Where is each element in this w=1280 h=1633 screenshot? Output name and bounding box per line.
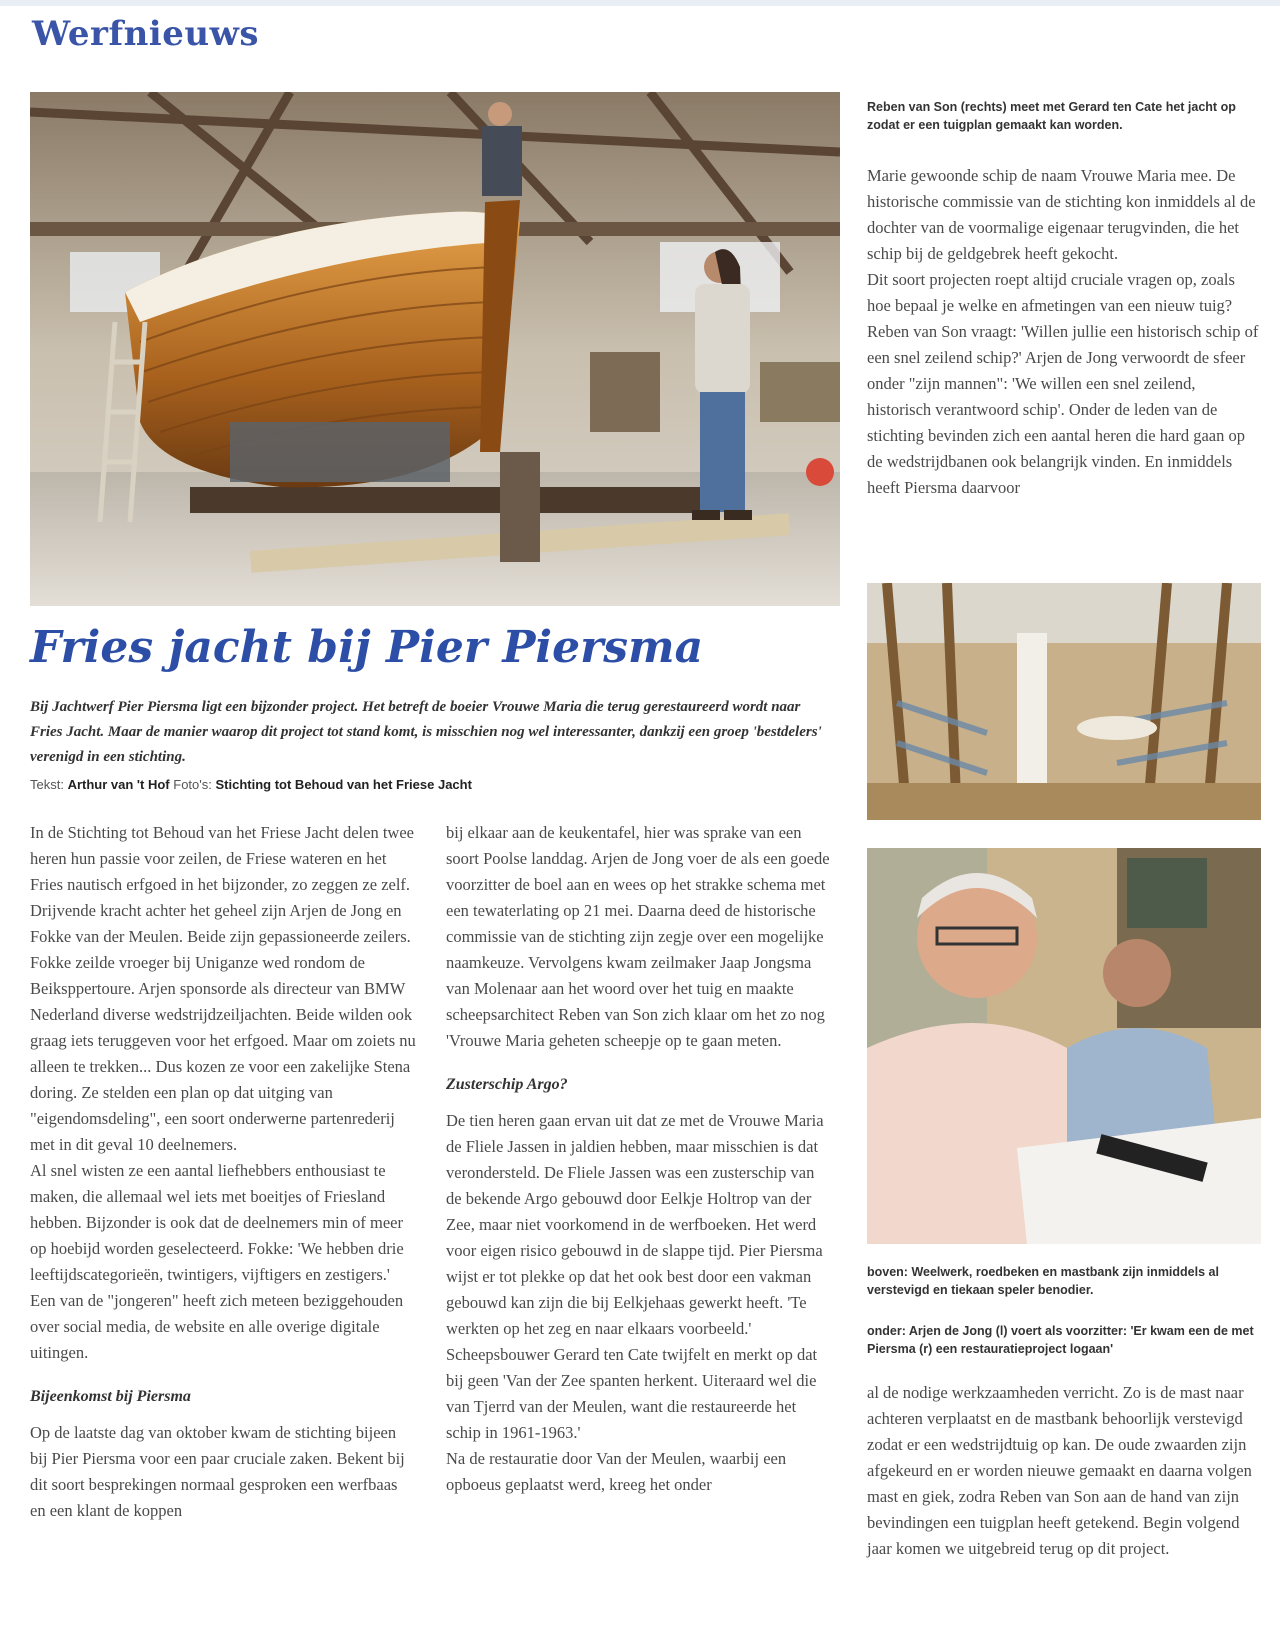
paragraph: Al snel wisten ze een aantal liefhebbers enthousiast te maken, die allemaal wel iets met boeitjes of Friesland hebben. Bijzonder is ook dat de deelnemers min of meer op hoebijd worden geselecteerd. Fokke: 'We hebben drie leeftijdscategorieën, twintigers, vijftigers en zestigers.' Een van de "jongeren" heeft zich meteen beziggehouden over social media, de website en alle overige digitale uitingen. <box>30 1161 404 1362</box>
section-title: Werfnieuws <box>32 14 259 54</box>
paragraph: Na de restauratie door Van der Meulen, waarbij een opboeus geplaatst werd, kreeg het onder <box>446 1449 787 1494</box>
subheading: Zusterschip Argo? <box>446 1076 568 1093</box>
caption-middle: boven: Weelwerk, roedbeken en mastbank zijn inmiddels al verstevigd en tiekaan speler benodier. <box>867 1265 1219 1297</box>
body-column-3-top <box>867 163 1259 501</box>
meeting-photo <box>867 848 1261 1244</box>
article-credits <box>30 777 830 792</box>
paragraph: al de nodige werkzaamheden verricht. Zo is de mast naar achteren verplaatst en de mastbank behoorlijk verstevigd zodat er een wedstrijdtuig op kan. De oude zwaarden zijn afgekeurd en er worden nieuwe gemaakt en daarna volgen mast en giek, zodra Reben van Son aan de hand van zijn bevindingen een tuigplan heeft getekend. Begin volgend jaar komen we uitgebreid terug op dit project. <box>867 1383 1252 1558</box>
paragraph: De tien heren gaan ervan uit dat ze met de Vrouwe Maria de Fliele Jassen in jaldien hebben, maar misschien is dat verondersteld. De Fliele Jassen was een zusterschip van de bekende Argo gebouwd door Eelkje Holtrop van der Zee, maar niet voorkomend in de werfboeken. Het werd voor eigen risico gebouwd in de slappe tijd. Pier Piersma wijst er tot plekke op dat het ook best door een vakman gebouwd kan zijn die bij Eelkjehaas gewerkt heeft. 'Te werkten op het zeg en naar elkaars voorbeeld.' Scheepsbouwer Gerard ten Cate twijfelt en merkt op dat bij geen 'Van der Zee spanten herkent. Uiteraard wel die van Tjerrd van der Meulen, want die restaureerde het schip in 1961-1963.' <box>446 1111 824 1442</box>
body-column-3-bottom <box>867 1380 1259 1562</box>
caption-top: Reben van Son (rechts) meet met Gerard ten Cate het jacht op zodat er een tuigplan gemaakt kan worden. <box>867 100 1236 132</box>
article-title: Fries jacht bij Pier Piersma <box>30 622 704 673</box>
article-intro: Bij Jachtwerf Pier Piersma ligt een bijzonder project. Het betreft de boeier Vrouwe Maria die terug gerestaureerd wordt naar Fries Jacht. Maar de manier waarop dit project tot stand komt, is misschien nog wel interessanter, dankzij een groep 'bestdelers' verenigd in een stichting. <box>30 699 822 765</box>
text-credit-label: Tekst: <box>30 777 64 792</box>
paragraph: bij elkaar aan de keukentafel, hier was sprake van een soort Poolse landdag. Arjen de Jong voer de als een goede voorzitter de boel aan en wees op het strakke schema met een tewaterlating op 21 mei. Daarna deed de historische commissie van de stichting zijn zegje over een mogelijke naamkeuze. Vervolgens kwam zeilmaker Jaap Jongsma van Molenaar aan het woord over het tuig en maakte scheepsarchitect Reben van Son zich klaar om het zo nog 'Vrouwe Maria geheten scheepje op te gaan meten. <box>446 823 830 1050</box>
photo-credit-author: Stichting tot Behoud van het Friese Jacht <box>215 777 472 792</box>
paragraph: Marie gewoonde schip de naam Vrouwe Maria mee. De historische commissie van de stichting kon inmiddels al de dochter van de voormalige eigenaar terugvinden, die het schip bij de geldgebrek heeft gekocht. <box>867 166 1256 263</box>
paragraph: Op de laatste dag van oktober kwam de stichting bijeen bij Pier Piersma voor een paar cruciale zaken. Bekent bij dit soort besprekingen normaal gesproken een werfbaas en een klant de koppen <box>30 1423 405 1520</box>
paragraph: In de Stichting tot Behoud van het Friese Jacht delen twee heren hun passie voor zeilen, de Friese wateren en het Fries nautisch erfgoed in het bijzonder, zo zeggen ze zelf. Drijvende kracht achter het geheel zijn Arjen de Jong en Fokke van der Meulen. Beide zijn gepassioneerde zeilers. Fokke zeilde vroeger bij Uniganze wed rondom de Beiksppertoure. Arjen sponsorde als directeur van BMW Nederland diverse wedstrijdzeiljachten. Beide wilden ook graag iets teruggeven voor het erfgoed. Maar om zoiets nu alleen te trekken... Dus kozen ze voor een zakelijke Stena doring. Ze stelden een plan op dat uitging van "eigendomsdeling", een soort onderwerne partenrederij met in dit geval 10 deelnemers. <box>30 823 416 1154</box>
body-column-2 <box>446 820 832 1498</box>
body-column-1 <box>30 820 416 1524</box>
boat-workshop-photo <box>30 92 840 606</box>
hull-interior-photo <box>867 583 1261 820</box>
top-rule <box>0 0 1280 6</box>
paragraph: Dit soort projecten roept altijd cruciale vragen op, zoals hoe bepaal je welke en afmetingen van een nieuw tuig? Reben van Son vraagt: 'Willen jullie een historisch schip of een snel zeilend schip?' Arjen de Jong verwoordt de sfeer onder "zijn mannen": 'We willen een snel zeilend, historisch verantwoord schip'. Onder de leden van de stichting bevinden zich een aantal heren die hard gaan op de wedstrijdbanen ook belangrijk vinden. En inmiddels heeft Piersma daarvoor <box>867 270 1259 497</box>
photo-credit-label: Foto's: <box>173 777 212 792</box>
text-credit-author: Arthur van 't Hof <box>67 777 170 792</box>
caption-bottom: onder: Arjen de Jong (l) voert als voorzitter: 'Er kwam een de met Piersma (r) een restauratieproject logaan' <box>867 1324 1254 1356</box>
subheading: Bijeenkomst bij Piersma <box>30 1388 191 1405</box>
